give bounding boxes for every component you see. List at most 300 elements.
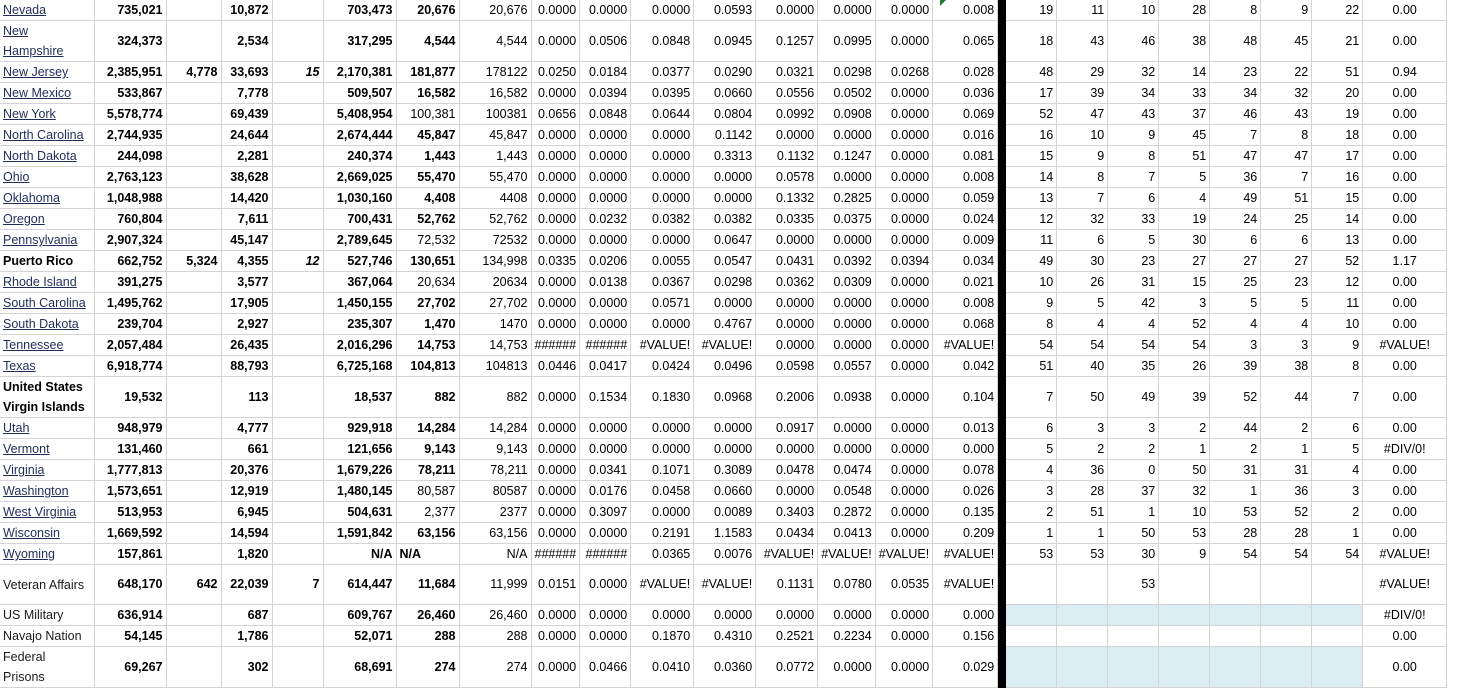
rank-cell[interactable] xyxy=(1312,565,1363,605)
rank-cell[interactable]: 54 xyxy=(1261,544,1312,565)
rank-cell[interactable]: 32 xyxy=(1261,83,1312,104)
data-cell[interactable]: 2,170,381 xyxy=(323,62,396,83)
data-cell[interactable]: 0.0772 xyxy=(756,647,818,688)
row-label-cell[interactable]: West Virginia xyxy=(0,502,94,523)
data-cell[interactable]: 0.0556 xyxy=(756,83,818,104)
data-cell[interactable]: 0.0000 xyxy=(531,230,580,251)
rank-cell[interactable]: 24 xyxy=(1210,209,1261,230)
data-cell[interactable]: ###### xyxy=(531,335,580,356)
rank-cell[interactable] xyxy=(1057,565,1108,605)
score-cell[interactable]: 0.00 xyxy=(1363,83,1447,104)
row-label-cell[interactable]: North Carolina xyxy=(0,125,94,146)
data-cell[interactable]: 11,999 xyxy=(459,565,531,605)
rank-cell[interactable]: 4 xyxy=(1159,188,1210,209)
data-cell[interactable] xyxy=(166,21,221,62)
data-cell[interactable]: 22,039 xyxy=(221,565,272,605)
rank-cell[interactable]: 6 xyxy=(1210,230,1261,251)
data-cell[interactable] xyxy=(272,21,323,62)
data-cell[interactable]: 1,443 xyxy=(396,146,459,167)
rank-cell[interactable]: 7 xyxy=(1108,167,1159,188)
data-cell[interactable]: 509,507 xyxy=(323,83,396,104)
rank-cell[interactable]: 9 xyxy=(1159,544,1210,565)
data-cell[interactable] xyxy=(166,544,221,565)
data-cell[interactable]: 72532 xyxy=(459,230,531,251)
data-cell[interactable]: 78,211 xyxy=(459,460,531,481)
data-cell[interactable]: 0.0000 xyxy=(818,125,876,146)
data-cell[interactable]: 2,927 xyxy=(221,314,272,335)
data-cell[interactable]: 0.0478 xyxy=(756,460,818,481)
data-cell[interactable]: 0.0535 xyxy=(875,565,933,605)
data-cell[interactable]: 4,544 xyxy=(396,21,459,62)
data-cell[interactable]: 0.0341 xyxy=(580,460,631,481)
data-cell[interactable]: 0.0000 xyxy=(531,188,580,209)
data-cell[interactable]: #VALUE! xyxy=(933,544,998,565)
rank-cell[interactable]: 3 xyxy=(1006,481,1057,502)
data-cell[interactable]: 0.0184 xyxy=(580,62,631,83)
data-cell[interactable]: 0.0410 xyxy=(631,647,694,688)
data-cell[interactable]: 0.1534 xyxy=(580,377,631,418)
data-cell[interactable]: 0.0000 xyxy=(875,293,933,314)
rank-cell[interactable]: 7 xyxy=(1312,377,1363,418)
data-cell[interactable]: 45,847 xyxy=(459,125,531,146)
row-label-cell[interactable]: Ohio xyxy=(0,167,94,188)
score-cell[interactable]: 0.00 xyxy=(1363,647,1447,688)
data-cell[interactable] xyxy=(166,314,221,335)
rank-cell[interactable]: 22 xyxy=(1312,0,1363,21)
data-cell[interactable] xyxy=(166,647,221,688)
rank-cell[interactable]: 27 xyxy=(1261,251,1312,272)
score-cell[interactable]: 0.00 xyxy=(1363,377,1447,418)
row-label-cell[interactable]: New Mexico xyxy=(0,83,94,104)
data-cell[interactable] xyxy=(166,188,221,209)
score-cell[interactable]: #VALUE! xyxy=(1363,544,1447,565)
data-cell[interactable]: 5,408,954 xyxy=(323,104,396,125)
rank-cell[interactable]: 49 xyxy=(1210,188,1261,209)
data-cell[interactable]: 0.0321 xyxy=(756,62,818,83)
data-cell[interactable]: #VALUE! xyxy=(694,335,756,356)
data-cell[interactable]: 0.0000 xyxy=(875,125,933,146)
data-cell[interactable]: 0.0000 xyxy=(580,188,631,209)
rank-cell[interactable]: 13 xyxy=(1006,188,1057,209)
score-cell[interactable]: 0.00 xyxy=(1363,21,1447,62)
data-cell[interactable]: 0.0000 xyxy=(631,605,694,626)
data-cell[interactable]: 882 xyxy=(396,377,459,418)
rank-cell[interactable]: 5 xyxy=(1108,230,1159,251)
data-cell[interactable] xyxy=(166,377,221,418)
data-cell[interactable]: 16,582 xyxy=(459,83,531,104)
rank-cell[interactable]: 37 xyxy=(1159,104,1210,125)
data-cell[interactable]: 0.0000 xyxy=(580,418,631,439)
data-cell[interactable]: 288 xyxy=(396,626,459,647)
rank-cell[interactable]: 21 xyxy=(1312,21,1363,62)
data-cell[interactable]: 0.0000 xyxy=(756,314,818,335)
data-cell[interactable]: 1,679,226 xyxy=(323,460,396,481)
data-cell[interactable]: 12 xyxy=(272,251,323,272)
rank-cell[interactable]: 10 xyxy=(1006,272,1057,293)
rank-cell[interactable]: 50 xyxy=(1057,377,1108,418)
rank-cell[interactable]: 28 xyxy=(1261,523,1312,544)
data-cell[interactable]: 0.0644 xyxy=(631,104,694,125)
rank-cell[interactable]: 19 xyxy=(1312,104,1363,125)
data-cell[interactable]: 2,674,444 xyxy=(323,125,396,146)
data-cell[interactable]: 0.016 xyxy=(933,125,998,146)
data-cell[interactable] xyxy=(272,188,323,209)
data-cell[interactable]: 0.0000 xyxy=(875,460,933,481)
rank-cell[interactable]: 7 xyxy=(1261,167,1312,188)
score-cell[interactable]: 0.00 xyxy=(1363,418,1447,439)
rank-cell[interactable]: 32 xyxy=(1108,62,1159,83)
data-cell[interactable]: 0.0992 xyxy=(756,104,818,125)
data-cell[interactable] xyxy=(272,146,323,167)
rank-cell[interactable]: 0 xyxy=(1108,460,1159,481)
data-cell[interactable]: 0.1830 xyxy=(631,377,694,418)
score-cell[interactable]: #DIV/0! xyxy=(1363,605,1447,626)
data-cell[interactable]: 527,746 xyxy=(323,251,396,272)
data-cell[interactable] xyxy=(166,125,221,146)
score-cell[interactable]: #VALUE! xyxy=(1363,335,1447,356)
rank-cell[interactable]: 22 xyxy=(1261,62,1312,83)
data-cell[interactable]: 0.0458 xyxy=(631,481,694,502)
rank-cell[interactable]: 15 xyxy=(1006,146,1057,167)
rank-cell[interactable]: 6 xyxy=(1261,230,1312,251)
rank-cell[interactable]: 23 xyxy=(1261,272,1312,293)
data-cell[interactable]: 0.0000 xyxy=(875,335,933,356)
data-cell[interactable]: 178122 xyxy=(459,62,531,83)
data-cell[interactable]: 26,435 xyxy=(221,335,272,356)
data-cell[interactable] xyxy=(166,418,221,439)
data-cell[interactable]: 0.0000 xyxy=(756,230,818,251)
data-cell[interactable]: 288 xyxy=(459,626,531,647)
data-cell[interactable] xyxy=(272,167,323,188)
rank-cell[interactable] xyxy=(1159,565,1210,605)
rank-cell[interactable]: 49 xyxy=(1108,377,1159,418)
rank-cell[interactable] xyxy=(1261,565,1312,605)
rank-cell[interactable]: 34 xyxy=(1108,83,1159,104)
rank-cell[interactable]: 28 xyxy=(1210,523,1261,544)
data-cell[interactable]: N/A xyxy=(396,544,459,565)
data-cell[interactable]: 0.0780 xyxy=(818,565,876,605)
data-cell[interactable]: 302 xyxy=(221,647,272,688)
rank-cell[interactable]: 3 xyxy=(1312,481,1363,502)
rank-cell[interactable] xyxy=(1108,626,1159,647)
data-cell[interactable]: 14,753 xyxy=(396,335,459,356)
rank-cell[interactable]: 1 xyxy=(1006,523,1057,544)
data-cell[interactable]: 1,786 xyxy=(221,626,272,647)
data-cell[interactable]: 240,374 xyxy=(323,146,396,167)
data-cell[interactable]: 0.0502 xyxy=(818,83,876,104)
data-cell[interactable]: 0.0660 xyxy=(694,481,756,502)
rank-cell[interactable]: 27 xyxy=(1210,251,1261,272)
data-cell[interactable]: 0.0000 xyxy=(694,188,756,209)
row-label-cell[interactable]: Pennsylvania xyxy=(0,230,94,251)
rank-cell[interactable]: 5 xyxy=(1210,293,1261,314)
data-cell[interactable]: 0.0000 xyxy=(580,565,631,605)
data-cell[interactable]: 0.0434 xyxy=(756,523,818,544)
data-cell[interactable]: 0.0000 xyxy=(580,167,631,188)
data-cell[interactable]: 0.0000 xyxy=(818,0,876,21)
data-cell[interactable]: 703,473 xyxy=(323,0,396,21)
rank-cell[interactable]: 53 xyxy=(1057,544,1108,565)
data-cell[interactable]: 1,480,145 xyxy=(323,481,396,502)
rank-cell[interactable]: 16 xyxy=(1006,125,1057,146)
data-cell[interactable]: 274 xyxy=(396,647,459,688)
data-cell[interactable]: 0.008 xyxy=(933,293,998,314)
data-cell[interactable] xyxy=(166,481,221,502)
rank-cell[interactable]: 1 xyxy=(1057,523,1108,544)
data-cell[interactable]: 700,431 xyxy=(323,209,396,230)
data-cell[interactable]: 0.0365 xyxy=(631,544,694,565)
data-cell[interactable]: 0.2825 xyxy=(818,188,876,209)
data-cell[interactable]: 0.0000 xyxy=(531,418,580,439)
score-cell[interactable]: 0.00 xyxy=(1363,460,1447,481)
data-cell[interactable]: 0.0367 xyxy=(631,272,694,293)
score-cell[interactable]: 0.00 xyxy=(1363,502,1447,523)
data-cell[interactable]: 929,918 xyxy=(323,418,396,439)
rank-cell[interactable] xyxy=(1312,605,1363,626)
data-cell[interactable]: 1,669,592 xyxy=(94,523,166,544)
data-cell[interactable]: 0.3403 xyxy=(756,502,818,523)
rank-cell[interactable]: 11 xyxy=(1057,0,1108,21)
score-cell[interactable]: 0.00 xyxy=(1363,314,1447,335)
data-cell[interactable]: 0.0000 xyxy=(875,502,933,523)
rank-cell[interactable]: 3 xyxy=(1159,293,1210,314)
data-cell[interactable]: 0.1247 xyxy=(818,146,876,167)
data-cell[interactable]: 0.0000 xyxy=(818,230,876,251)
data-cell[interactable] xyxy=(166,335,221,356)
data-cell[interactable] xyxy=(166,272,221,293)
data-cell[interactable]: 0.1332 xyxy=(756,188,818,209)
data-cell[interactable]: 0.008 xyxy=(933,167,998,188)
rank-cell[interactable]: 6 xyxy=(1108,188,1159,209)
data-cell[interactable]: 16,582 xyxy=(396,83,459,104)
rank-cell[interactable]: 1 xyxy=(1159,439,1210,460)
rank-cell[interactable]: 30 xyxy=(1108,544,1159,565)
data-cell[interactable]: 0.2521 xyxy=(756,626,818,647)
rank-cell[interactable]: 8 xyxy=(1057,167,1108,188)
data-cell[interactable]: 2,057,484 xyxy=(94,335,166,356)
data-cell[interactable]: 0.0000 xyxy=(875,0,933,21)
data-cell[interactable]: 0.0446 xyxy=(531,356,580,377)
data-cell[interactable] xyxy=(272,293,323,314)
data-cell[interactable] xyxy=(166,104,221,125)
data-cell[interactable]: 0.0000 xyxy=(531,209,580,230)
rank-cell[interactable] xyxy=(1159,605,1210,626)
data-cell[interactable]: 0.0000 xyxy=(531,377,580,418)
data-cell[interactable]: 5,324 xyxy=(166,251,221,272)
rank-cell[interactable]: 12 xyxy=(1312,272,1363,293)
data-cell[interactable]: 0.0000 xyxy=(631,188,694,209)
data-cell[interactable] xyxy=(166,605,221,626)
data-cell[interactable]: 1,591,842 xyxy=(323,523,396,544)
data-cell[interactable]: 1,495,762 xyxy=(94,293,166,314)
data-cell[interactable]: 113 xyxy=(221,377,272,418)
rank-cell[interactable]: 2 xyxy=(1210,439,1261,460)
rank-cell[interactable]: 50 xyxy=(1108,523,1159,544)
data-cell[interactable]: 0.4767 xyxy=(694,314,756,335)
rank-cell[interactable]: 4 xyxy=(1006,460,1057,481)
data-cell[interactable]: 533,867 xyxy=(94,83,166,104)
data-cell[interactable]: 0.3097 xyxy=(580,502,631,523)
data-cell[interactable] xyxy=(272,502,323,523)
rank-cell[interactable]: 11 xyxy=(1312,293,1363,314)
data-cell[interactable]: 0.0000 xyxy=(694,439,756,460)
rank-cell[interactable]: 28 xyxy=(1159,0,1210,21)
data-cell[interactable]: 0.0000 xyxy=(531,626,580,647)
rank-cell[interactable]: 23 xyxy=(1210,62,1261,83)
data-cell[interactable]: 0.0000 xyxy=(580,314,631,335)
data-cell[interactable]: 0.0395 xyxy=(631,83,694,104)
data-cell[interactable]: #VALUE! xyxy=(694,565,756,605)
data-cell[interactable]: 0.0000 xyxy=(631,439,694,460)
data-cell[interactable]: 0.0290 xyxy=(694,62,756,83)
data-cell[interactable]: 235,307 xyxy=(323,314,396,335)
data-cell[interactable]: 0.0000 xyxy=(631,0,694,21)
rank-cell[interactable]: 20 xyxy=(1312,83,1363,104)
rank-cell[interactable] xyxy=(1210,647,1261,688)
row-label-cell[interactable]: North Dakota xyxy=(0,146,94,167)
data-cell[interactable]: 0.209 xyxy=(933,523,998,544)
rank-cell[interactable]: 17 xyxy=(1312,146,1363,167)
data-cell[interactable]: 0.013 xyxy=(933,418,998,439)
rank-cell[interactable]: 10 xyxy=(1057,125,1108,146)
rank-cell[interactable]: 18 xyxy=(1312,125,1363,146)
score-cell[interactable]: 0.00 xyxy=(1363,146,1447,167)
data-cell[interactable]: 14,284 xyxy=(396,418,459,439)
data-cell[interactable]: 0.0995 xyxy=(818,21,876,62)
data-cell[interactable]: 648,170 xyxy=(94,565,166,605)
data-cell[interactable]: 0.0000 xyxy=(531,502,580,523)
data-cell[interactable]: 0.0000 xyxy=(756,293,818,314)
rank-cell[interactable]: 39 xyxy=(1210,356,1261,377)
data-cell[interactable] xyxy=(272,335,323,356)
data-cell[interactable]: 5,578,774 xyxy=(94,104,166,125)
data-cell[interactable]: 18,537 xyxy=(323,377,396,418)
data-cell[interactable]: 78,211 xyxy=(396,460,459,481)
data-cell[interactable] xyxy=(272,481,323,502)
data-cell[interactable]: 6,725,168 xyxy=(323,356,396,377)
data-cell[interactable]: 63,156 xyxy=(396,523,459,544)
rank-cell[interactable]: 27 xyxy=(1159,251,1210,272)
data-cell[interactable]: 882 xyxy=(459,377,531,418)
rank-cell[interactable]: 4 xyxy=(1312,460,1363,481)
data-cell[interactable]: 0.0250 xyxy=(531,62,580,83)
data-cell[interactable]: 0.0076 xyxy=(694,544,756,565)
rank-cell[interactable]: 2 xyxy=(1057,439,1108,460)
rank-cell[interactable]: 13 xyxy=(1312,230,1363,251)
score-cell[interactable]: #DIV/0! xyxy=(1363,439,1447,460)
data-cell[interactable]: 131,460 xyxy=(94,439,166,460)
data-cell[interactable]: 0.0000 xyxy=(631,502,694,523)
rank-cell[interactable]: 10 xyxy=(1159,502,1210,523)
rank-cell[interactable] xyxy=(1159,626,1210,647)
data-cell[interactable]: 20,676 xyxy=(459,0,531,21)
data-cell[interactable]: 88,793 xyxy=(221,356,272,377)
rank-cell[interactable]: 48 xyxy=(1210,21,1261,62)
rank-cell[interactable]: 8 xyxy=(1312,356,1363,377)
data-cell[interactable]: 0.0968 xyxy=(694,377,756,418)
data-cell[interactable]: ###### xyxy=(580,544,631,565)
rank-cell[interactable]: 9 xyxy=(1006,293,1057,314)
data-cell[interactable]: 0.0557 xyxy=(818,356,876,377)
rank-cell[interactable]: 47 xyxy=(1057,104,1108,125)
data-cell[interactable]: 0.2006 xyxy=(756,377,818,418)
data-cell[interactable]: 9,143 xyxy=(459,439,531,460)
data-cell[interactable]: N/A xyxy=(323,544,396,565)
row-label-cell[interactable]: Virginia xyxy=(0,460,94,481)
data-cell[interactable]: 4,544 xyxy=(459,21,531,62)
data-cell[interactable]: 11,684 xyxy=(396,565,459,605)
rank-cell[interactable]: 33 xyxy=(1108,209,1159,230)
data-cell[interactable]: 0.0000 xyxy=(875,605,933,626)
rank-cell[interactable]: 33 xyxy=(1159,83,1210,104)
data-cell[interactable]: 0.0000 xyxy=(531,523,580,544)
data-cell[interactable]: 0.0000 xyxy=(818,314,876,335)
data-cell[interactable]: 14,420 xyxy=(221,188,272,209)
data-cell[interactable]: 0.0000 xyxy=(875,314,933,335)
rank-cell[interactable]: 31 xyxy=(1108,272,1159,293)
row-label-cell[interactable]: Vermont xyxy=(0,439,94,460)
data-cell[interactable]: 2,907,324 xyxy=(94,230,166,251)
data-cell[interactable]: 4,777 xyxy=(221,418,272,439)
data-cell[interactable] xyxy=(272,544,323,565)
data-cell[interactable]: 0.068 xyxy=(933,314,998,335)
data-cell[interactable]: #VALUE! xyxy=(933,335,998,356)
data-cell[interactable]: 0.0000 xyxy=(875,272,933,293)
rank-cell[interactable] xyxy=(1057,605,1108,626)
rank-cell[interactable]: 4 xyxy=(1210,314,1261,335)
rank-cell[interactable]: 36 xyxy=(1210,167,1261,188)
data-cell[interactable]: 0.0000 xyxy=(875,647,933,688)
rank-cell[interactable]: 44 xyxy=(1210,418,1261,439)
rank-cell[interactable]: 45 xyxy=(1261,21,1312,62)
data-cell[interactable]: 24,644 xyxy=(221,125,272,146)
rank-cell[interactable]: 49 xyxy=(1006,251,1057,272)
score-cell[interactable]: 0.00 xyxy=(1363,481,1447,502)
data-cell[interactable]: 609,767 xyxy=(323,605,396,626)
data-cell[interactable]: 661 xyxy=(221,439,272,460)
data-cell[interactable] xyxy=(166,626,221,647)
data-cell[interactable] xyxy=(166,0,221,21)
data-cell[interactable]: 0.0466 xyxy=(580,647,631,688)
data-cell[interactable]: 0.0000 xyxy=(756,605,818,626)
rank-cell[interactable]: 8 xyxy=(1210,0,1261,21)
rank-cell[interactable]: 5 xyxy=(1261,293,1312,314)
data-cell[interactable]: #VALUE! xyxy=(933,565,998,605)
data-cell[interactable]: 0.042 xyxy=(933,356,998,377)
data-cell[interactable]: 1,777,813 xyxy=(94,460,166,481)
data-cell[interactable]: 0.0598 xyxy=(756,356,818,377)
data-cell[interactable]: 0.1257 xyxy=(756,21,818,62)
rank-cell[interactable] xyxy=(1108,647,1159,688)
data-cell[interactable]: 0.000 xyxy=(933,439,998,460)
data-cell[interactable]: 0.0000 xyxy=(531,460,580,481)
data-cell[interactable]: 2,534 xyxy=(221,21,272,62)
data-cell[interactable]: 504,631 xyxy=(323,502,396,523)
rank-cell[interactable]: 2 xyxy=(1108,439,1159,460)
rank-cell[interactable] xyxy=(1210,565,1261,605)
rank-cell[interactable]: 40 xyxy=(1057,356,1108,377)
score-cell[interactable]: 0.00 xyxy=(1363,209,1447,230)
data-cell[interactable]: 0.0000 xyxy=(580,605,631,626)
data-cell[interactable]: 0.0000 xyxy=(875,167,933,188)
data-cell[interactable] xyxy=(272,125,323,146)
rank-cell[interactable]: 35 xyxy=(1108,356,1159,377)
data-cell[interactable]: 4,355 xyxy=(221,251,272,272)
data-cell[interactable]: 0.0474 xyxy=(818,460,876,481)
data-cell[interactable]: 662,752 xyxy=(94,251,166,272)
data-cell[interactable]: 10,872 xyxy=(221,0,272,21)
data-cell[interactable]: 52,762 xyxy=(396,209,459,230)
